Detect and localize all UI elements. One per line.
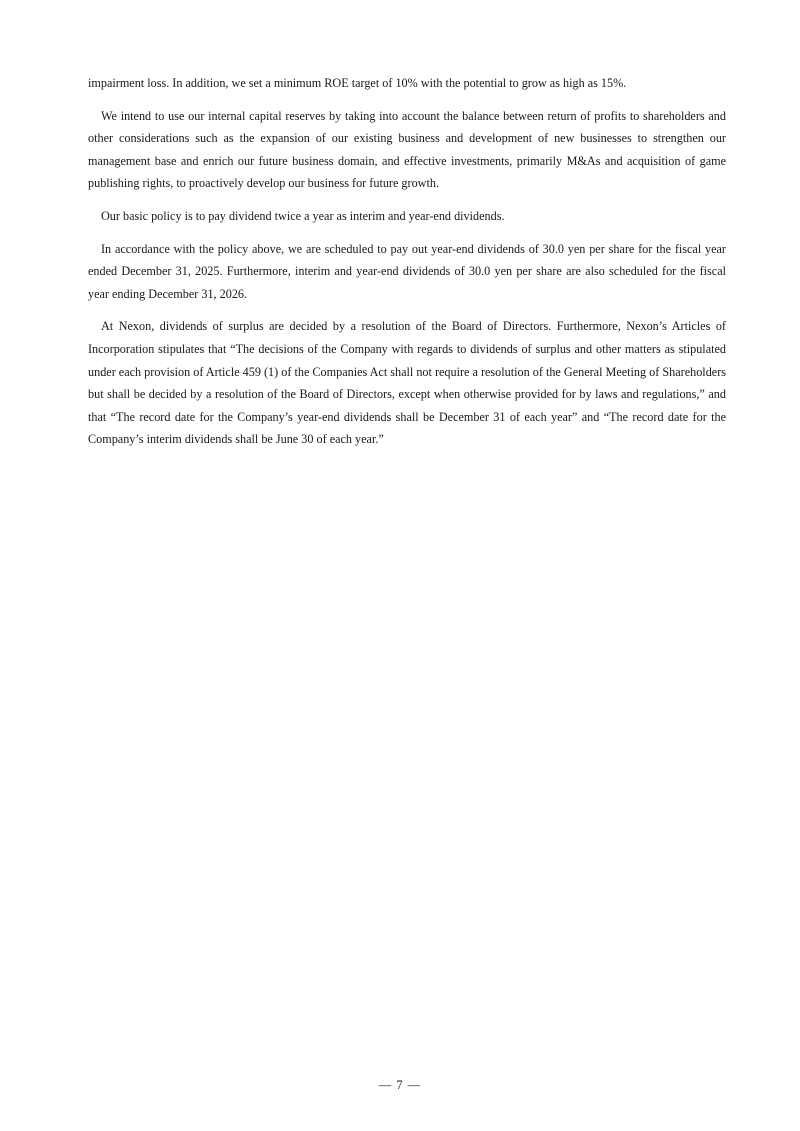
paragraph-dividend-schedule: In accordance with the policy above, we are scheduled to pay out year-end dividends of 30.0 yen per share for the fiscal year ended December 31, 2025. Furthermore, interim and year-end dividends of 30.0 yen per share are also scheduled for the fiscal year ending December 31, 2026. [88, 241, 726, 301]
paragraph-internal-reserves: We intend to use our internal capital reserves by taking into account the balance between return of profits to shareholders and other considerations such as the expansion of our existing business and development of new businesses to strengthen our management base and enrich our future business domain, and effective investments, primarily M&As and acquisition of game publishing rights, to proactively develop our business for future growth. [88, 108, 726, 191]
page-number: — 7 — [378, 1078, 422, 1092]
paragraph-dividend-policy: Our basic policy is to pay dividend twice a year as interim and year-end dividends. [101, 208, 505, 223]
document-body [88, 72, 726, 461]
paragraph-impairment-roe: impairment loss. In addition, we set a minimum ROE target of 10% with the potential to grow as high as 15%. [88, 76, 627, 90]
paragraph-articles-of-incorporation: At Nexon, dividends of surplus are decided by a resolution of the Board of Directors. Furthermore, Nexon’s Articles of Incorporation stipulates that “The decisions of the Company with regards to dividends of surplus and other matters as stipulated under each provision of Article 459 (1) of the Companies Act shall not require a resolution of the General Meeting of Shareholders but shall be decided by a resolution of the Board of Directors, except when otherwise provided for by laws and regulations,” and that “The record date for the Company’s year-end dividends shall be December 31 of each year” and “The record date for the Company’s interim dividends shall be June 30 of each year.” [88, 319, 726, 447]
